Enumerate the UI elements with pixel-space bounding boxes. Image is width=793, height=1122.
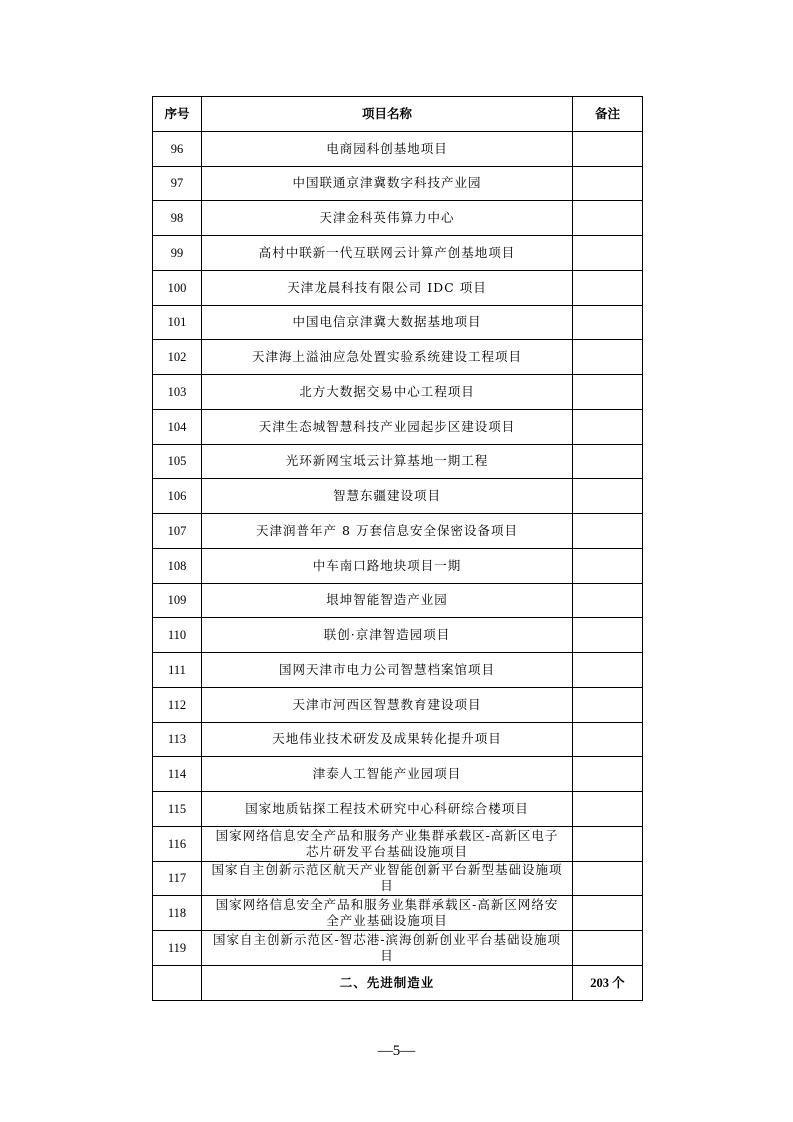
table-row [153,270,643,305]
table-row [153,826,643,861]
row-project-name: 津泰人工智能产业园项目 [202,757,573,792]
row-project-name: 高村中联新一代互联网云计算产创基地项目 [202,236,573,271]
row-project-name: 天津生态城智慧科技产业园起步区建设项目 [202,409,573,444]
row-remarks [573,861,643,896]
row-remarks [573,131,643,166]
row-serial: 115 [153,792,202,827]
row-remarks [573,826,643,861]
page-number: —5— [377,1043,416,1059]
row-remarks [573,757,643,792]
row-serial: 99 [153,236,202,271]
row-serial: 116 [153,826,202,861]
row-serial: 106 [153,479,202,514]
row-project-name: 天津金科英伟算力中心 [202,201,573,236]
table-row [153,687,643,722]
row-serial: 97 [153,166,202,201]
table-row [153,618,643,653]
row-remarks [573,653,643,688]
row-serial: 102 [153,340,202,375]
table-row [153,305,643,340]
row-serial: 104 [153,409,202,444]
row-project-name: 中车南口路地块项目一期 [202,548,573,583]
row-remarks [573,548,643,583]
row-project-name: 智慧东疆建设项目 [202,479,573,514]
row-project-name: 天地伟业技术研发及成果转化提升项目 [202,722,573,757]
row-serial: 108 [153,548,202,583]
row-remarks [573,931,643,966]
row-project-name: 垠坤智能智造产业园 [202,583,573,618]
table-row [153,479,643,514]
table-row [153,583,643,618]
project-table [152,96,643,1001]
row-project-name: 天津龙晨科技有限公司 IDC 项目 [202,270,573,305]
table-row [153,514,643,549]
header-remarks: 备注 [573,97,643,132]
row-project-name: 北方大数据交易中心工程项目 [202,375,573,410]
header-serial: 序号 [153,97,202,132]
row-remarks [573,444,643,479]
row-remarks [573,270,643,305]
row-serial: 96 [153,131,202,166]
row-project-name: 天津润普年产 8 万套信息安全保密设备项目 [202,514,573,549]
row-serial: 111 [153,653,202,688]
table-row [153,201,643,236]
table-row [153,861,643,896]
row-remarks [573,687,643,722]
row-remarks [573,618,643,653]
header-project-name: 项目名称 [202,97,573,132]
row-serial: 107 [153,514,202,549]
table-row [153,409,643,444]
row-project-name: 中国联通京津冀数字科技产业园 [202,166,573,201]
row-remarks [573,409,643,444]
row-project-name: 国家自主创新示范区航天产业智能创新平台新型基础设施项目 [202,861,573,896]
table-row [153,896,643,931]
row-remarks [573,305,643,340]
table-row [153,722,643,757]
section-count: 203 个 [573,965,643,1000]
row-remarks [573,583,643,618]
row-serial: 109 [153,583,202,618]
row-project-name: 国家网络信息安全产品和服务业集群承载区-高新区网络安全产业基础设施项目 [202,896,573,931]
row-project-name: 光环新网宝坻云计算基地一期工程 [202,444,573,479]
row-project-name: 国网天津市电力公司智慧档案馆项目 [202,653,573,688]
table-row [153,548,643,583]
row-remarks [573,236,643,271]
table-row [153,236,643,271]
table-header [153,97,643,132]
row-remarks [573,375,643,410]
row-serial: 100 [153,270,202,305]
table-row [153,131,643,166]
row-project-name: 天津市河西区智慧教育建设项目 [202,687,573,722]
section-row [153,965,643,1000]
row-serial: 114 [153,757,202,792]
row-remarks [573,896,643,931]
table-row [153,757,643,792]
section-serial [153,965,202,1000]
row-remarks [573,792,643,827]
row-project-name: 国家自主创新示范区-智芯港-滨海创新创业平台基础设施项目 [202,931,573,966]
table-row [153,375,643,410]
row-remarks [573,479,643,514]
row-project-name: 天津海上溢油应急处置实验系统建设工程项目 [202,340,573,375]
row-serial: 110 [153,618,202,653]
row-remarks [573,201,643,236]
row-serial: 105 [153,444,202,479]
row-serial: 119 [153,931,202,966]
row-project-name: 中国电信京津冀大数据基地项目 [202,305,573,340]
section-title: 二、先进制造业 [202,965,573,1000]
table-body [153,131,643,1000]
row-project-name: 国家网络信息安全产品和服务产业集群承载区-高新区电子芯片研发平台基础设施项目 [202,826,573,861]
table-row [153,931,643,966]
row-remarks [573,340,643,375]
table-row [153,166,643,201]
row-serial: 103 [153,375,202,410]
row-serial: 112 [153,687,202,722]
row-project-name: 电商园科创基地项目 [202,131,573,166]
table-row [153,792,643,827]
row-serial: 118 [153,896,202,931]
row-serial: 117 [153,861,202,896]
row-remarks [573,722,643,757]
row-project-name: 联创·京津智造园项目 [202,618,573,653]
row-remarks [573,514,643,549]
row-serial: 113 [153,722,202,757]
table-row [153,340,643,375]
row-serial: 98 [153,201,202,236]
row-project-name: 国家地质钻探工程技术研究中心科研综合楼项目 [202,792,573,827]
row-remarks [573,166,643,201]
table-row [153,444,643,479]
table-row [153,653,643,688]
row-serial: 101 [153,305,202,340]
